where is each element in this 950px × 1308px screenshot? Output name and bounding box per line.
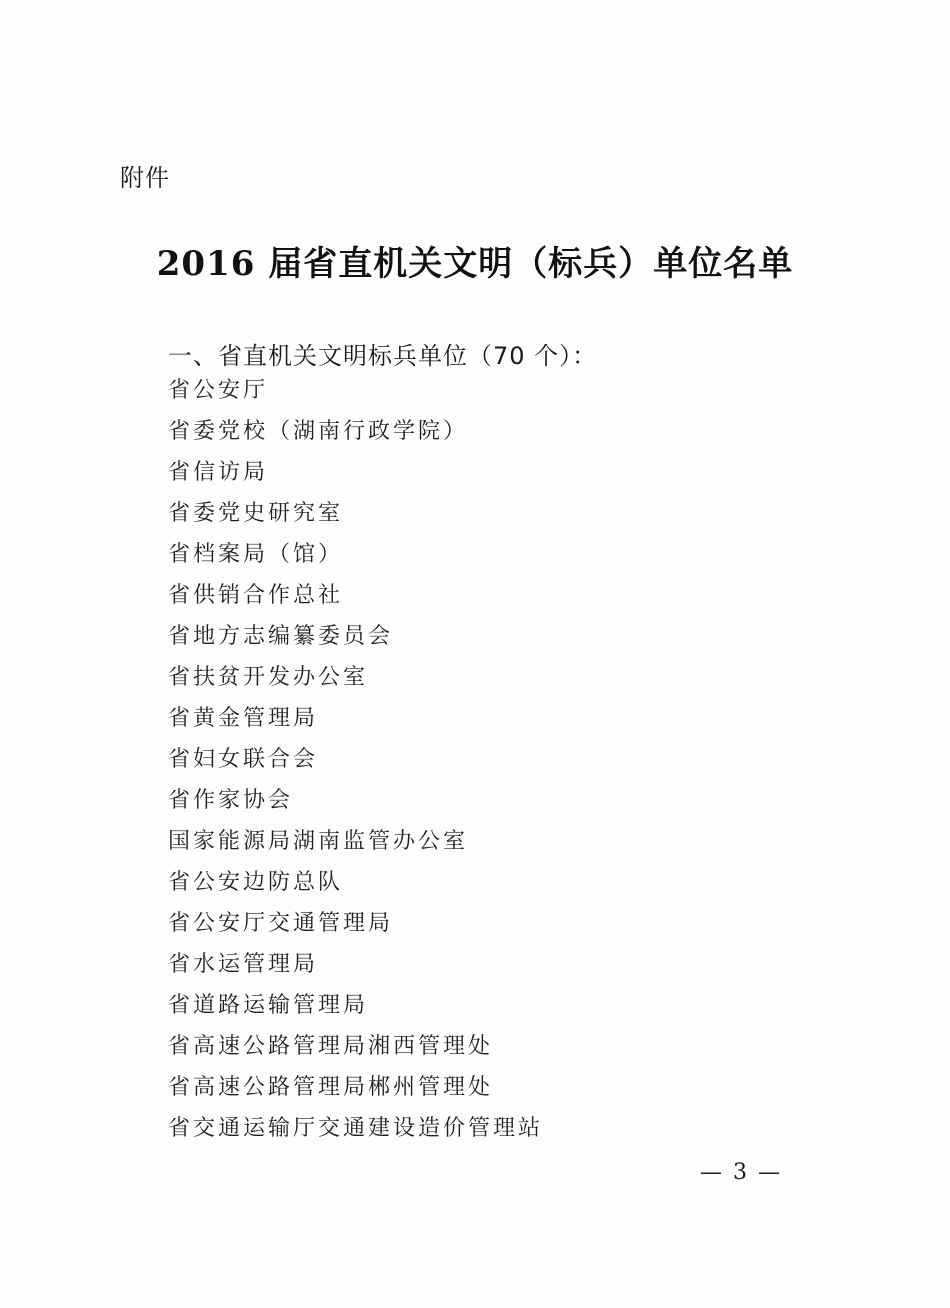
unit-item: 省作家协会 — [168, 788, 294, 813]
document-title: 2016 届省直机关文明（标兵）单位名单 — [156, 244, 794, 284]
unit-item: 省委党史研究室 — [168, 501, 344, 526]
attachment-label: 附件 — [120, 164, 170, 192]
unit-list — [168, 374, 543, 1153]
unit-item: 省扶贫开发办公室 — [168, 665, 369, 690]
unit-item: 省档案局（馆） — [168, 542, 344, 567]
unit-item: 省黄金管理局 — [168, 706, 319, 731]
unit-item: 省地方志编纂委员会 — [168, 624, 394, 649]
unit-item: 省委党校（湖南行政学院） — [168, 419, 469, 444]
unit-item: 省高速公路管理局郴州管理处 — [168, 1075, 494, 1100]
page-number: — 3 — — [700, 1160, 782, 1185]
unit-item: 省供销合作总社 — [168, 583, 344, 608]
unit-item: 省公安厅 — [168, 378, 269, 403]
unit-item: 省妇女联合会 — [168, 747, 319, 772]
unit-item: 省高速公路管理局湘西管理处 — [168, 1034, 494, 1059]
unit-item: 省水运管理局 — [168, 952, 319, 977]
unit-item: 省信访局 — [168, 460, 269, 485]
unit-item: 省公安边防总队 — [168, 870, 344, 895]
unit-item: 省交通运输厅交通建设造价管理站 — [168, 1116, 544, 1141]
unit-item: 国家能源局湖南监管办公室 — [168, 829, 469, 854]
unit-item: 省公安厅交通管理局 — [168, 911, 394, 936]
unit-item: 省道路运输管理局 — [168, 993, 369, 1018]
section-heading: 一、省直机关文明标兵单位（70 个）： — [168, 342, 598, 370]
